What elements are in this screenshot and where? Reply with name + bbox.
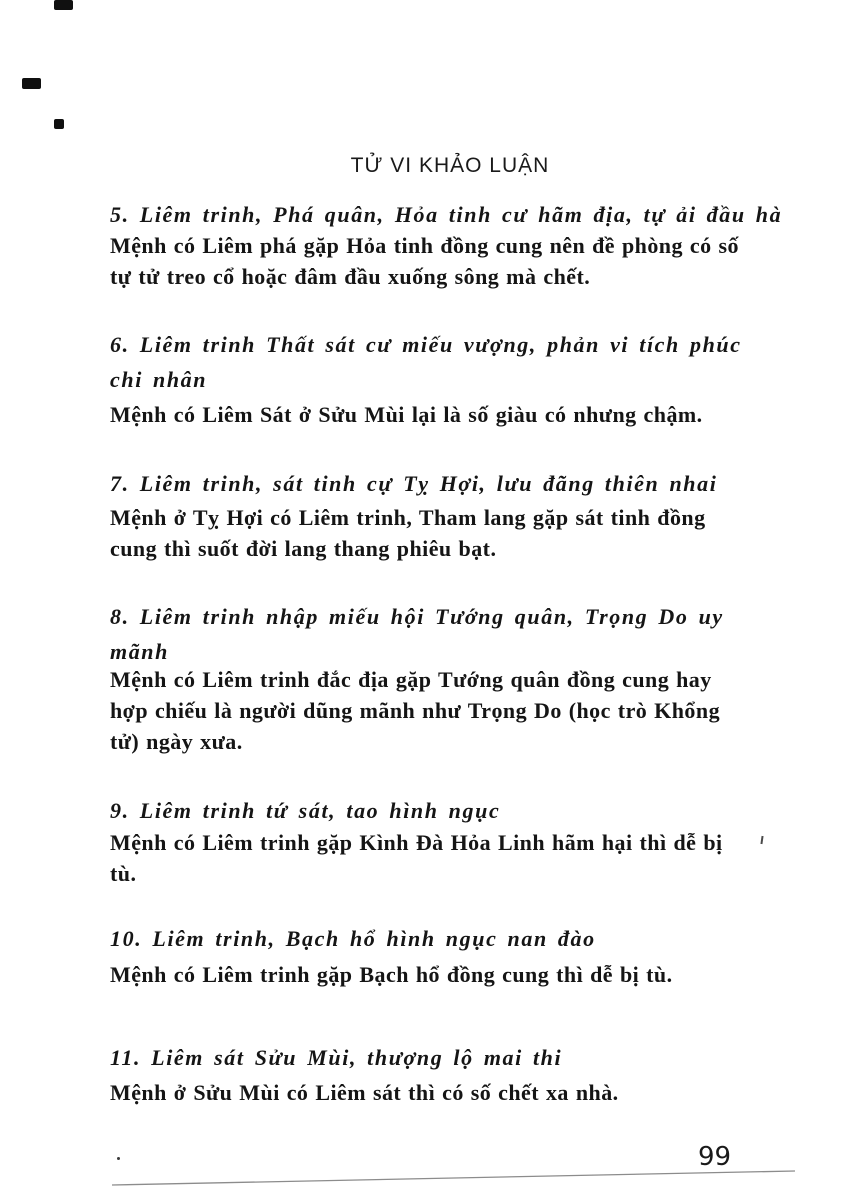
- section-10-heading: [110, 921, 770, 956]
- body-line: Mệnh có Liêm trinh gặp Kình Đà Hỏa Linh hãm hại thì dễ bị: [110, 830, 723, 855]
- section-9-heading: [110, 793, 770, 828]
- section-8-body: [110, 664, 770, 757]
- body-line: Mệnh ở Sửu Mùi có Liêm sát thì có số chết xa nhà.: [110, 1080, 619, 1105]
- ink-smudge-icon: [22, 78, 41, 89]
- body-line: hợp chiếu là người dũng mãnh như Trọng Do (học trò Khổng: [110, 698, 721, 723]
- heading-line: chi nhân: [110, 367, 208, 392]
- section-8-heading: [110, 599, 770, 669]
- ink-smudge-icon: [54, 0, 73, 10]
- section-7-heading: [110, 466, 770, 501]
- body-line: Mệnh có Liêm trinh gặp Bạch hổ đồng cung thì dễ bị tù.: [110, 962, 673, 987]
- body-line: cung thì suốt đời lang thang phiêu bạt.: [110, 536, 497, 561]
- heading-line: 8. Liêm trinh nhập miếu hội Tướng quân, Trọng Do uy: [110, 604, 724, 629]
- body-line: Mệnh có Liêm Sát ở Sửu Mùi lại là số giàu có nhưng chậm.: [110, 402, 703, 427]
- section-6-body: [110, 399, 770, 430]
- page-number: 99: [698, 1142, 732, 1172]
- body-line: tự tử treo cổ hoặc đâm đầu xuống sông mà chết.: [110, 264, 591, 289]
- body-line: Mệnh ở Tỵ Hợi có Liêm trinh, Tham lang gặp sát tinh đồng: [110, 505, 706, 530]
- page-edge-line: [0, 1160, 858, 1200]
- section-10-body: [110, 959, 770, 990]
- heading-line: 10. Liêm trinh, Bạch hổ hình ngục nan đào: [110, 926, 596, 951]
- heading-line: 9. Liêm trinh tứ sát, tao hình ngục: [110, 798, 501, 823]
- body-line: Mệnh có Liêm trinh đắc địa gặp Tướng quân đồng cung hay: [110, 667, 712, 692]
- heading-line: mãnh: [110, 639, 169, 664]
- section-5-body: [110, 230, 770, 292]
- heading-line: 7. Liêm trinh, sát tinh cự Tỵ Hợi, lưu đãng thiên nhai: [110, 471, 718, 496]
- heading-line: 5. Liêm trinh, Phá quân, Hỏa tinh cư hãm địa, tự ải đầu hà: [110, 202, 783, 227]
- section-6-heading: [110, 327, 770, 397]
- body-line: tù.: [110, 861, 137, 886]
- body-line: Mệnh có Liêm phá gặp Hỏa tinh đồng cung nên đề phòng có số: [110, 233, 739, 258]
- heading-line: 6. Liêm trinh Thất sát cư miếu vượng, phản vi tích phúc: [110, 332, 742, 357]
- ink-smudge-icon: [54, 119, 64, 129]
- section-11-body: [110, 1077, 770, 1108]
- body-line: tử) ngày xưa.: [110, 729, 243, 754]
- section-9-body: [110, 827, 770, 889]
- heading-line: 11. Liêm sát Sửu Mùi, thượng lộ mai thi: [110, 1045, 563, 1070]
- section-11-heading: [110, 1040, 770, 1075]
- section-7-body: [110, 502, 770, 564]
- section-5-heading: [110, 197, 783, 232]
- running-head: TỬ VI KHẢO LUẬN: [350, 154, 550, 177]
